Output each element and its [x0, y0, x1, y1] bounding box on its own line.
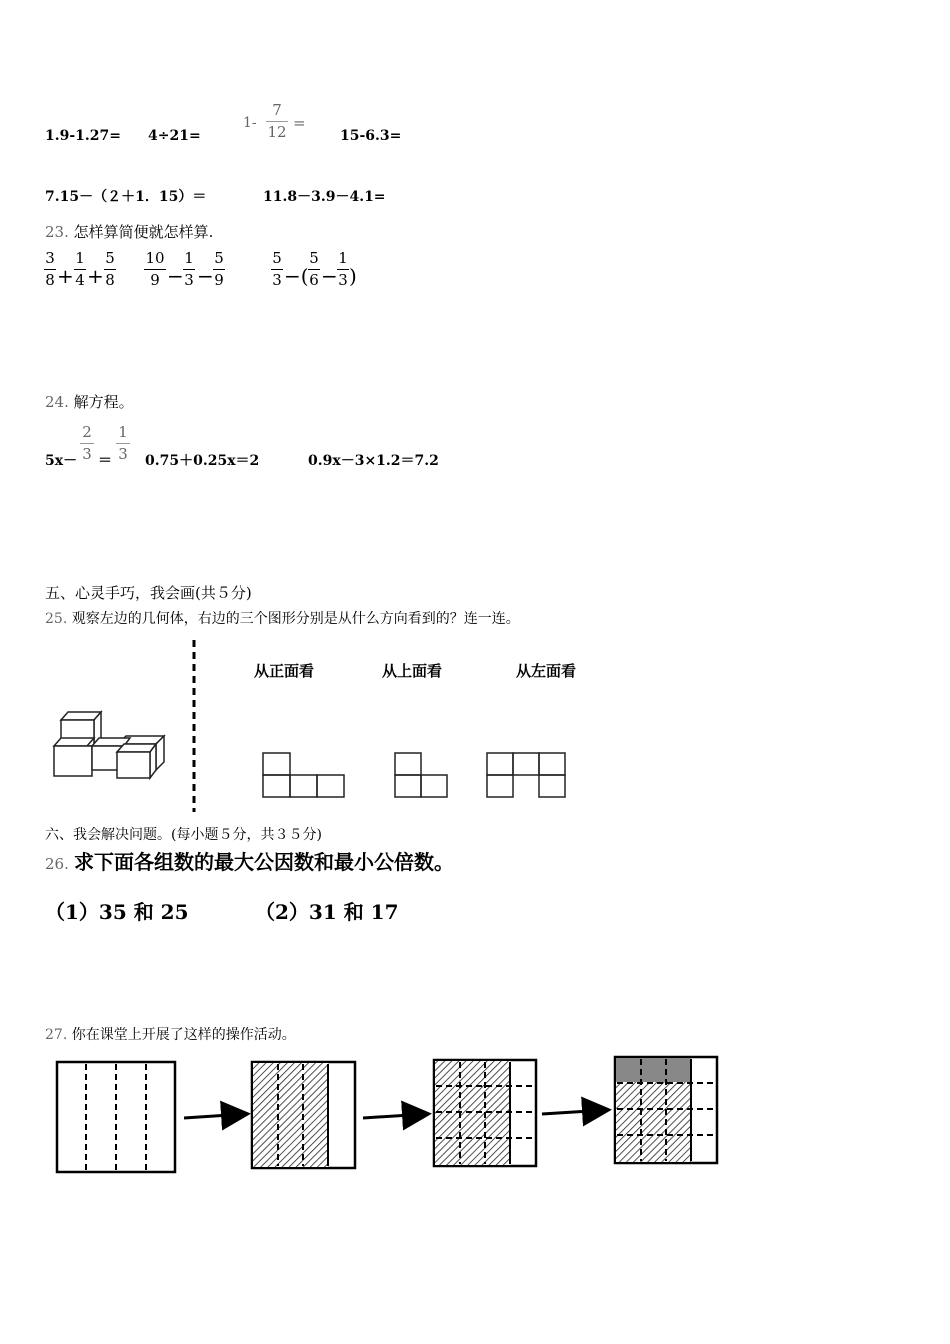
figure-1-quarters — [57, 1062, 175, 1172]
q23-expr3-op1: −( — [284, 264, 309, 288]
q26-heading — [45, 846, 454, 875]
q23-expr1-frac3: 5 8 — [105, 249, 115, 289]
q24-eq1-frac2: 1 3 — [116, 424, 130, 462]
q23-expr3-op2: − — [321, 264, 338, 288]
q23-expr1-op1: + — [57, 264, 74, 288]
q23-expr3-close: ) — [349, 264, 357, 288]
q26-text: 求下面各组数的最大公因数和最小公倍数。 — [73, 850, 454, 874]
q24-eq1-equals: ＝ — [98, 453, 112, 469]
q23-expr2-op1: − — [167, 264, 184, 288]
numerator: 7 — [272, 101, 282, 119]
dashed-divider — [190, 640, 198, 812]
calc-expr-3-prefix: 1- — [243, 115, 257, 131]
q23-expr2-op2: − — [197, 264, 214, 288]
q23-heading — [45, 221, 213, 242]
arrow-1 — [184, 1114, 245, 1118]
q23-expr3-frac3: 1 3 — [338, 249, 348, 289]
q23-number: 23. — [45, 223, 69, 241]
q23-expr2-frac1: 10 9 — [145, 249, 165, 289]
q24-eq1-frac1: 2 3 — [80, 424, 94, 462]
q23-expr1-frac1: 3 8 — [45, 249, 55, 289]
section5-title: 五、心灵手巧，我会画(共５分) — [45, 584, 252, 602]
q23-expr1-frac2: 1 4 — [75, 249, 85, 289]
arrow-3 — [542, 1110, 606, 1114]
q25-heading — [45, 608, 520, 628]
label-front-view: 从正面看 — [254, 662, 315, 680]
figure-2-three-quarters-shaded — [252, 1062, 355, 1168]
calc-expr-4: 15-6.3= — [340, 128, 402, 144]
calc-expr-2: 4÷21= — [148, 128, 201, 144]
q27-text: 你在课堂上开展了这样的操作活动。 — [71, 1027, 296, 1043]
q24-eq1-prefix: 5x－ — [45, 453, 78, 469]
label-top-view: 从上面看 — [382, 662, 443, 680]
calc-expr-6: 11.8－3.9－4.1= — [263, 189, 386, 205]
q24-eq2: 0.75＋0.25x＝2 — [145, 453, 260, 469]
q23-expr3-frac2: 5 6 — [309, 249, 319, 289]
q26-part2: （2）31 和 17 — [255, 900, 399, 924]
q24-text: 解方程。 — [73, 393, 134, 411]
q24-heading — [45, 391, 134, 412]
figure-3-grid-shaded — [434, 1060, 536, 1166]
q23-expr2-frac2: 1 3 — [184, 249, 194, 289]
cube-solid-figure — [44, 700, 174, 790]
q24-eq3: 0.9x－3×1.2＝7.2 — [308, 453, 439, 469]
q27-number: 27. — [45, 1027, 68, 1043]
q23-text: 怎样算简便就怎样算. — [73, 223, 214, 241]
q23-expr1-op2: + — [87, 264, 104, 288]
calc-expr-1: 1.9-1.27= — [45, 128, 121, 144]
section6-title: 六、我会解决问题。(每小题５分，共３５分) — [45, 827, 322, 843]
view-shape-3[interactable] — [486, 752, 570, 800]
q26-part1: （1）35 和 25 — [45, 900, 189, 924]
q24-number: 24. — [45, 393, 69, 411]
q27-heading — [45, 1024, 296, 1044]
view-shape-1[interactable] — [262, 752, 346, 800]
q26-number: 26. — [45, 855, 69, 873]
view-shape-2[interactable] — [394, 752, 452, 800]
figure-4-grid-double-shaded — [615, 1057, 717, 1163]
q23-expr2-frac3: 5 9 — [214, 249, 224, 289]
fraction-operation-diagram — [50, 1052, 730, 1180]
q25-text: 观察左边的几何体，右边的三个图形分别是从什么方向看到的？连一连。 — [71, 611, 520, 627]
q25-number: 25. — [45, 611, 68, 627]
calc-expr-5: 7.15－（２＋1．15）＝ — [45, 189, 207, 205]
calc-expr-3-fraction — [266, 102, 288, 140]
q23-expr3-frac1: 5 3 — [272, 249, 282, 289]
arrow-2 — [363, 1114, 426, 1118]
label-left-view: 从左面看 — [516, 662, 577, 680]
denominator: 12 — [267, 122, 287, 141]
calc-expr-3-equals: = — [293, 114, 306, 132]
